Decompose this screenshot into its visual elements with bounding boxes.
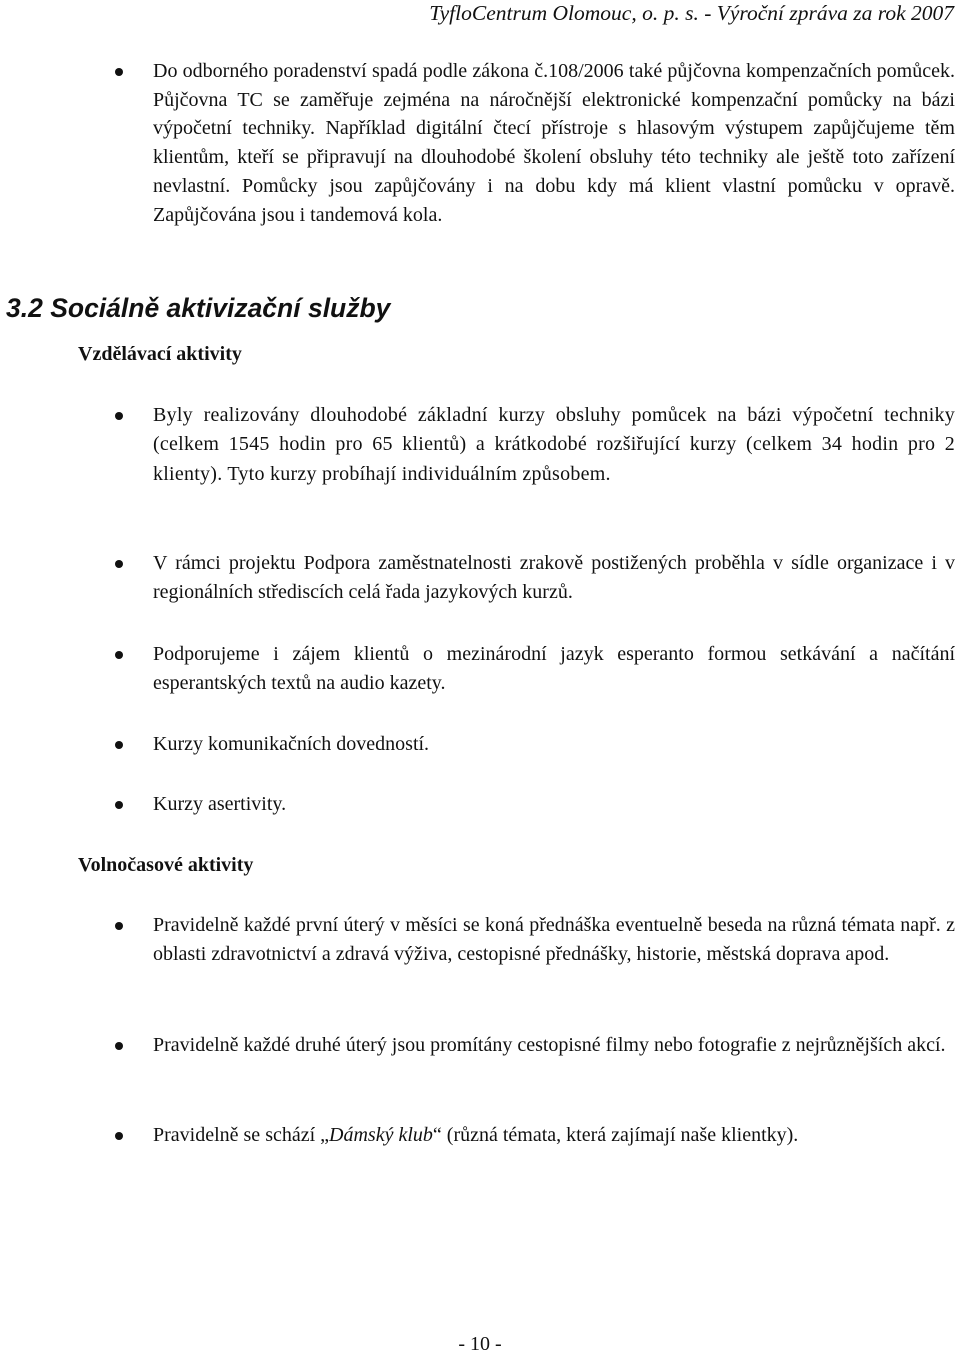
list-item [115, 790, 955, 819]
list-item [115, 1121, 955, 1150]
leisure-heading: Volnočasové aktivity [78, 854, 254, 876]
bullet-text: Kurzy asertivity. [153, 793, 287, 815]
list-item [115, 401, 955, 489]
bullet-icon [115, 801, 123, 809]
bullet-icon [115, 412, 123, 420]
bullet-icon [115, 651, 123, 659]
club-text-before: Pravidelně se schází „ [153, 1124, 330, 1146]
bullet-icon [115, 560, 123, 568]
list-item [115, 1031, 955, 1060]
bullet-text: Pravidelně každé druhé úterý jsou promítány cestopisné filmy nebo fotografie z nejrůznějších akcí. [153, 1034, 946, 1056]
list-item [115, 640, 955, 699]
page-number: - 10 - [458, 1333, 502, 1355]
bullet-icon [115, 1042, 123, 1050]
club-text-after: “ (různá témata, která zajímají naše klientky). [432, 1124, 799, 1146]
bullet-text: Podporujeme i zájem klientů o mezinárodní jazyk esperanto formou setkávání a načítání esperantských textů na audio kazety. [153, 643, 955, 695]
bullet-icon [115, 68, 123, 76]
list-item [115, 730, 955, 759]
bullet-text: Pravidelně každé první úterý v měsíci se koná přednáška eventuelně beseda na různá témata např. z oblasti zdravotnictví a zdravá výživa, cestopisné přednášky, historie, městská doprava apod. [153, 914, 955, 966]
bullet-text: Byly realizovány dlouhodobé základní kurzy obsluhy pomůcek na bázi výpočetní techniky (celkem 1545 hodin pro 65 klientů) a krátkodobé rozšiřující kurzy (celkem 34 hodin pro 2 klienty). Tyto kurzy probíhají individuálním způsobem. [153, 404, 955, 485]
club-name: Dámský klub [329, 1124, 433, 1146]
list-item [115, 57, 955, 229]
bullet-text: Do odborného poradenství spadá podle zákona č.108/2006 také půjčovna kompenzačních pomůcek. Půjčovna TC se zaměřuje zejména na náročnější elektronické kompenzační pomůcky na bázi výpočetní techniky. Například digitální čtecí přístroje s hlasovým výstupem zapůjčujeme těm klientům, kteří se připravují na dlouhodobé školení obsluhy této techniky ale ještě toto zařízení nevlastní. Pomůcky jsou zapůjčovány i na dobu kdy má klient vlastní pomůcku v opravě. Zapůjčována jsou i tandemová kola. [153, 60, 955, 226]
section-heading: 3.2 Sociálně aktivizační služby [6, 293, 391, 323]
bullet-text: Kurzy komunikačních dovedností. [153, 733, 430, 755]
bullet-icon [115, 922, 123, 930]
bullet-text [153, 1124, 798, 1146]
bullet-icon [115, 1132, 123, 1140]
intro-bullet-list [115, 57, 955, 229]
education-heading: Vzdělávací aktivity [78, 343, 242, 365]
bullet-icon [115, 741, 123, 749]
list-item [115, 549, 955, 608]
running-header: TyfloCentrum Olomouc, o. p. s. - Výroční zpráva za rok 2007 [429, 1, 954, 25]
list-item [115, 911, 955, 970]
bullet-text: V rámci projektu Podpora zaměstnatelnosti zrakově postižených proběhla v sídle organizace i v regionálních střediscích celá řada jazykových kurzů. [153, 552, 955, 604]
